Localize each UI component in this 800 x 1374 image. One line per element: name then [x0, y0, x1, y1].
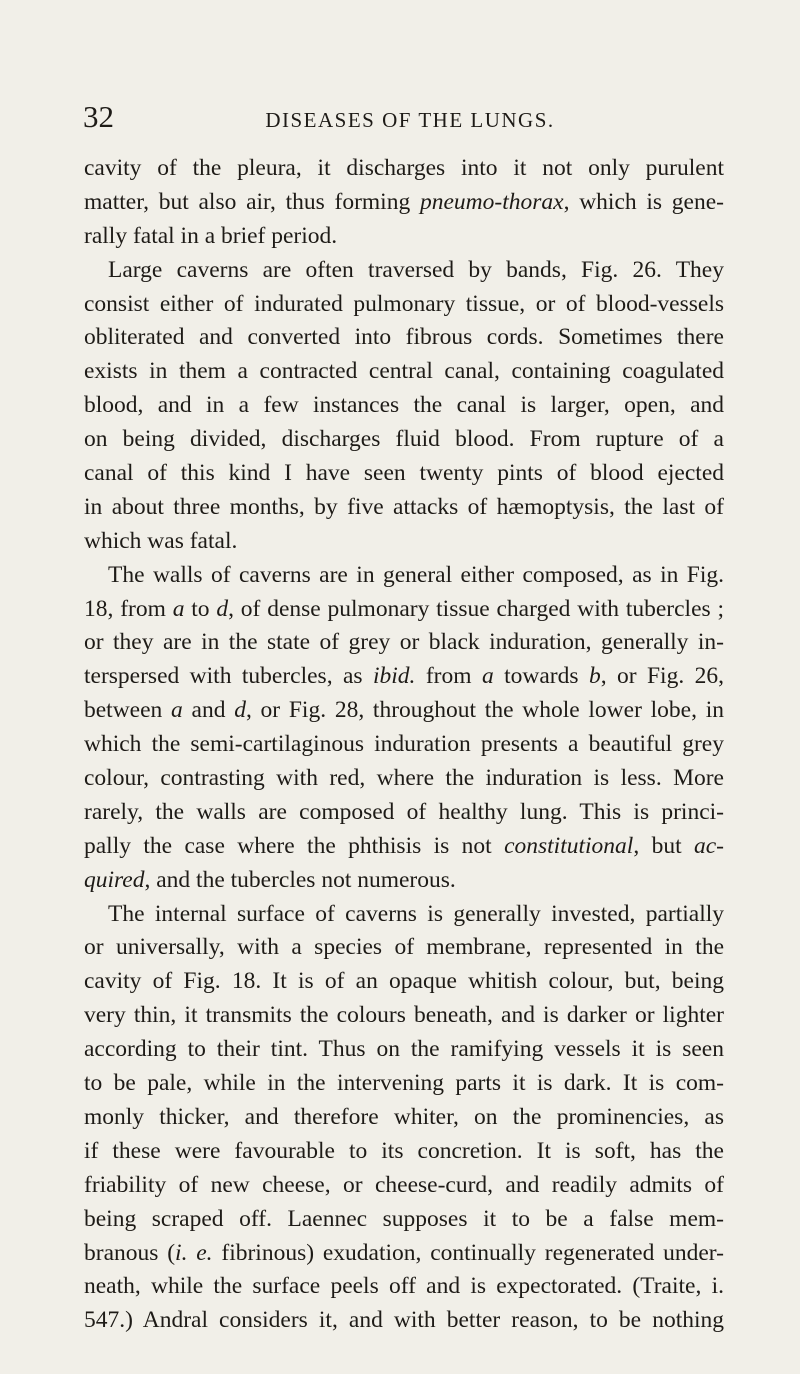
text-segment: , of dense pulmonary tissue charged with tubercles ; — [228, 595, 725, 622]
italic-text: ibid. — [372, 663, 416, 690]
text-line — [84, 999, 724, 1033]
text-line — [84, 1101, 724, 1135]
text-line — [84, 321, 724, 355]
text-segment: rally fatal in a brief period. — [84, 222, 338, 249]
page-number: 32 — [83, 99, 114, 134]
text-segment: neath, while the surface peels off and is expectorated. (Traite, i. — [84, 1273, 724, 1300]
text-line — [84, 525, 724, 559]
text-line — [84, 491, 724, 525]
text-line — [84, 965, 724, 999]
text-line — [84, 1304, 724, 1338]
text-segment: according to their tint. Thus on the ramifying vessels it is seen — [84, 1036, 724, 1063]
text-segment: being scraped off. Laennec supposes it to be a false mem- — [84, 1205, 724, 1232]
text-segment: friability of new cheese, or cheese-curd, and readily admits of — [84, 1171, 724, 1198]
text-segment: exists in them a contracted central canal, containing coagulated — [84, 358, 724, 385]
text-line — [84, 593, 724, 627]
text-segment: fibrinous) exudation, continually regenerated under- — [212, 1239, 724, 1266]
text-segment: on being divided, discharges fluid blood. From rupture of a — [84, 426, 724, 453]
italic-text: d — [234, 697, 246, 724]
text-segment: or universally, with a species of membrane, represented in the — [84, 934, 724, 961]
text-segment: , or Fig. 26, — [600, 663, 724, 690]
text-line — [84, 254, 724, 288]
text-segment: cavity of the pleura, it discharges into it not only purulent — [84, 155, 724, 181]
text-line — [84, 220, 724, 254]
italic-text: a — [171, 697, 183, 724]
italic-text: b — [588, 663, 601, 690]
text-line — [84, 898, 724, 932]
italic-text: quired — [84, 866, 145, 893]
text-line — [84, 423, 724, 457]
text-segment: pally the case where the phthisis is not — [84, 832, 505, 859]
text-line — [84, 1033, 724, 1067]
body-text — [84, 152, 724, 1338]
text-segment: The internal surface of caverns is generally invested, partially — [108, 900, 724, 927]
text-segment: towards — [493, 663, 589, 690]
text-line — [84, 1135, 724, 1169]
text-segment: , and the tubercles not numerous. — [144, 866, 456, 893]
text-segment: The walls of caverns are in general either composed, as in Fig. — [108, 561, 724, 588]
text-line — [84, 1237, 724, 1271]
text-segment: colour, contrasting with red, where the induration is less. More — [84, 765, 724, 792]
text-segment: 547.) Andral considers it, and with better reason, to be nothing — [84, 1307, 724, 1334]
text-line — [84, 355, 724, 389]
italic-text: a — [172, 595, 185, 622]
running-title: DISEASES OF THE LUNGS. — [265, 108, 555, 132]
text-segment: from — [415, 663, 482, 690]
text-segment: in about three months, by five attacks of hæmoptysis, the last of — [84, 493, 724, 520]
text-segment: Large caverns are often traversed by bands, Fig. 26. They — [108, 256, 724, 283]
italic-text: a — [481, 663, 494, 690]
text-line — [84, 626, 724, 660]
italic-text: pneumo-thorax — [419, 188, 564, 215]
text-segment: which the semi-cartilaginous induration presents a beautiful grey — [84, 731, 724, 758]
text-segment: canal of this kind I have seen twenty pints of blood ejected — [84, 460, 724, 487]
text-segment: if these were favourable to its concretion. It is soft, has the — [84, 1137, 724, 1164]
text-line — [84, 152, 724, 186]
text-segment: and — [182, 697, 235, 724]
text-line — [84, 1203, 724, 1237]
text-segment: to — [184, 595, 217, 622]
text-segment: between — [84, 697, 172, 724]
text-line — [84, 1270, 724, 1304]
text-segment: rarely, the walls are composed of healthy lung. This is princi- — [84, 798, 724, 825]
text-segment: blood, and in a few instances the canal is larger, open, and — [84, 392, 724, 419]
text-segment: to be pale, while in the intervening parts it is dark. It is com- — [84, 1070, 724, 1097]
text-line — [84, 389, 724, 423]
text-segment: consist either of indurated pulmonary tissue, or of blood-vessels — [84, 290, 724, 317]
text-segment: or they are in the state of grey or black induration, generally in- — [84, 629, 724, 656]
text-segment: branous ( — [84, 1239, 176, 1266]
text-line — [84, 186, 724, 220]
text-segment: very thin, it transmits the colours beneath, and is darker or lighter — [84, 1002, 724, 1029]
text-line — [84, 762, 724, 796]
text-line — [84, 559, 724, 593]
italic-text: constitutional — [504, 832, 634, 859]
text-segment: obliterated and converted into fibrous cords. Sometimes there — [84, 324, 724, 351]
text-segment: cavity of Fig. 18. It is of an opaque whitish colour, but, being — [84, 968, 724, 995]
text-line — [84, 830, 724, 864]
text-line — [84, 864, 724, 898]
text-line — [84, 728, 724, 762]
page-header — [0, 100, 800, 140]
italic-text: d — [216, 595, 229, 622]
text-line — [84, 1169, 724, 1203]
text-segment: , which is gene- — [563, 188, 724, 215]
text-line — [84, 288, 724, 322]
text-segment: which was fatal. — [84, 527, 238, 554]
text-line — [84, 694, 724, 728]
text-line — [84, 660, 724, 694]
text-line — [84, 931, 724, 965]
italic-text: ac- — [693, 832, 724, 859]
text-line — [84, 457, 724, 491]
text-segment: 18, from — [84, 595, 173, 622]
text-segment: monly thicker, and therefore whiter, on the prominencies, as — [84, 1103, 724, 1130]
text-line — [84, 1067, 724, 1101]
text-segment: matter, but also air, thus forming — [84, 188, 420, 215]
text-segment: , or Fig. 28, throughout the whole lower lobe, in — [245, 697, 724, 724]
italic-text: i. e. — [175, 1239, 213, 1266]
text-segment: terspersed with tubercles, as — [84, 663, 373, 690]
text-segment: , but — [633, 832, 694, 859]
text-line — [84, 796, 724, 830]
